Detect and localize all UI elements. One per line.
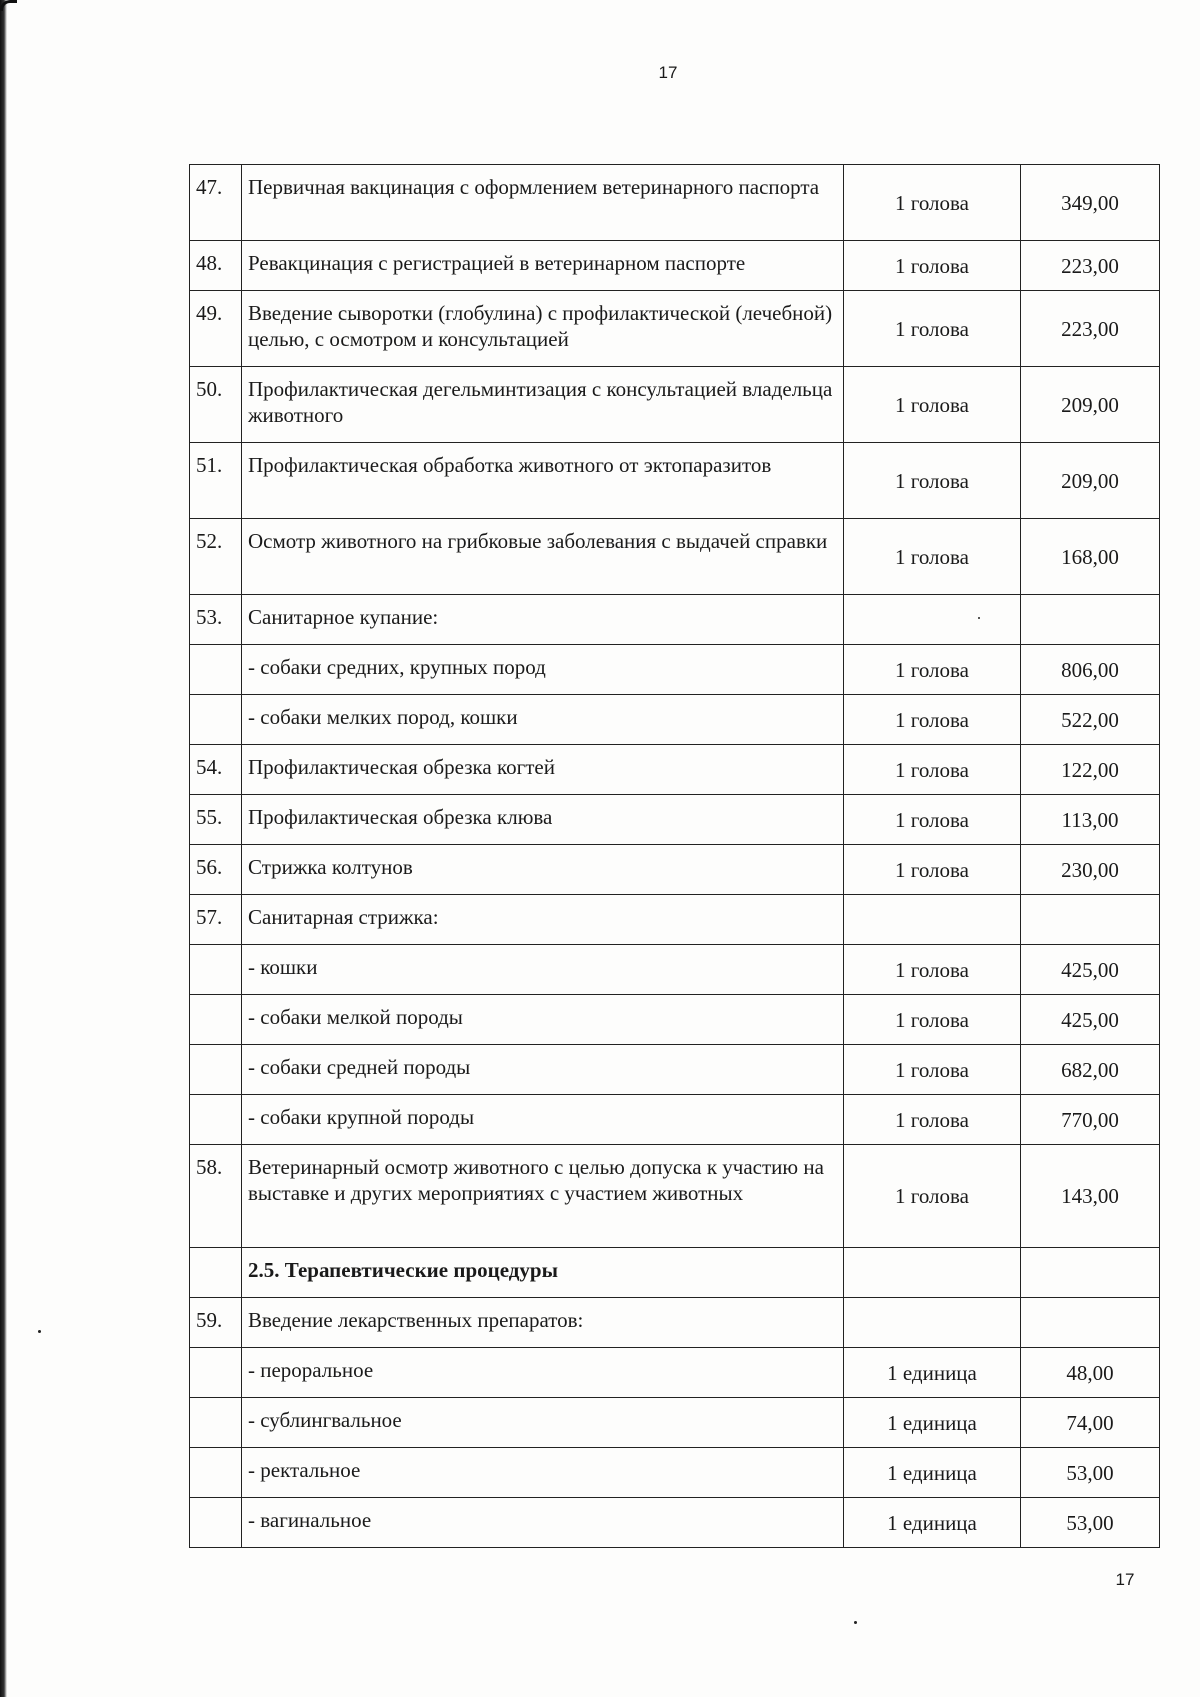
table-row xyxy=(190,1045,1160,1095)
row-number xyxy=(190,995,242,1045)
row-price: 168,00 xyxy=(1021,519,1160,595)
row-service-name: - собаки средних, крупных пород xyxy=(242,645,844,695)
row-service-name: Введение лекарственных препаратов: xyxy=(242,1298,844,1348)
row-unit: 1 голова xyxy=(844,367,1021,443)
row-price: 223,00 xyxy=(1021,291,1160,367)
table-row xyxy=(190,595,1160,645)
row-price: 806,00 xyxy=(1021,645,1160,695)
row-unit xyxy=(844,895,1021,945)
table-row xyxy=(190,241,1160,291)
row-number xyxy=(190,1045,242,1095)
row-unit: 1 единица xyxy=(844,1448,1021,1498)
page-number-bottom: 17 xyxy=(1115,1570,1135,1589)
page-number-top: 17 xyxy=(658,63,678,82)
scan-speck xyxy=(854,1621,857,1624)
table-row xyxy=(190,1298,1160,1348)
row-service-name: - пероральное xyxy=(242,1348,844,1398)
row-unit: 1 голова xyxy=(844,1095,1021,1145)
table-row xyxy=(190,443,1160,519)
row-price xyxy=(1021,1298,1160,1348)
row-unit: 1 голова xyxy=(844,1045,1021,1095)
row-number: 55. xyxy=(190,795,242,845)
table-row xyxy=(190,367,1160,443)
table-row xyxy=(190,845,1160,895)
row-service-name: - собаки мелких пород, кошки xyxy=(242,695,844,745)
row-service-name: Ветеринарный осмотр животного с целью допуска к участию на выставке и других мероприятиях с участием животных xyxy=(242,1145,844,1248)
row-number xyxy=(190,945,242,995)
row-number: 58. xyxy=(190,1145,242,1248)
table-row xyxy=(190,1348,1160,1398)
row-unit xyxy=(844,1298,1021,1348)
row-price xyxy=(1021,1248,1160,1298)
row-service-name: Профилактическая обрезка когтей xyxy=(242,745,844,795)
row-service-name: Введение сыворотки (глобулина) с профилактической (лечебной) целью, с осмотром и консультацией xyxy=(242,291,844,367)
table-row xyxy=(190,1145,1160,1248)
row-service-name: 2.5. Терапевтические процедуры xyxy=(242,1248,844,1298)
row-service-name: - собаки мелкой породы xyxy=(242,995,844,1045)
table-row xyxy=(190,1248,1160,1298)
row-price: 425,00 xyxy=(1021,995,1160,1045)
row-price: 230,00 xyxy=(1021,845,1160,895)
table-row xyxy=(190,1095,1160,1145)
row-unit xyxy=(844,1248,1021,1298)
row-number xyxy=(190,1448,242,1498)
scan-corner xyxy=(0,0,17,11)
scan-speck xyxy=(38,1330,41,1333)
row-unit: 1 голова xyxy=(844,745,1021,795)
row-number xyxy=(190,1348,242,1398)
table-row xyxy=(190,1498,1160,1548)
row-price: 53,00 xyxy=(1021,1498,1160,1548)
table-row xyxy=(190,291,1160,367)
row-unit: 1 голова xyxy=(844,1145,1021,1248)
row-service-name: - сублингвальное xyxy=(242,1398,844,1448)
row-number: 57. xyxy=(190,895,242,945)
row-unit: 1 единица xyxy=(844,1498,1021,1548)
table-row xyxy=(190,1448,1160,1498)
row-unit: 1 голова xyxy=(844,645,1021,695)
row-number: 56. xyxy=(190,845,242,895)
row-service-name: Профилактическая дегельминтизация с консультацией владельца животного xyxy=(242,367,844,443)
row-unit: 1 голова xyxy=(844,945,1021,995)
row-service-name: - ректальное xyxy=(242,1448,844,1498)
row-number: 53. xyxy=(190,595,242,645)
row-unit: 1 голова xyxy=(844,795,1021,845)
scan-edge xyxy=(0,0,7,1697)
row-unit: 1 голова xyxy=(844,241,1021,291)
table-row xyxy=(190,795,1160,845)
row-service-name: Профилактическая обрезка клюва xyxy=(242,795,844,845)
row-number: 50. xyxy=(190,367,242,443)
row-price: 113,00 xyxy=(1021,795,1160,845)
table-row xyxy=(190,519,1160,595)
row-number: 54. xyxy=(190,745,242,795)
row-service-name: Санитарная стрижка: xyxy=(242,895,844,945)
row-unit: 1 голова xyxy=(844,845,1021,895)
table-row xyxy=(190,745,1160,795)
row-number: 47. xyxy=(190,165,242,241)
table-row xyxy=(190,645,1160,695)
row-service-name: - собаки средней породы xyxy=(242,1045,844,1095)
table-row xyxy=(190,895,1160,945)
row-number xyxy=(190,645,242,695)
row-number: 48. xyxy=(190,241,242,291)
row-unit: 1 голова xyxy=(844,443,1021,519)
price-table xyxy=(189,164,1160,1548)
row-price: 349,00 xyxy=(1021,165,1160,241)
row-number: 51. xyxy=(190,443,242,519)
table-row xyxy=(190,1398,1160,1448)
row-number xyxy=(190,695,242,745)
table-row xyxy=(190,945,1160,995)
price-table-body xyxy=(190,165,1160,1548)
row-price: 122,00 xyxy=(1021,745,1160,795)
row-price xyxy=(1021,895,1160,945)
row-service-name: - кошки xyxy=(242,945,844,995)
row-price: 425,00 xyxy=(1021,945,1160,995)
table-row xyxy=(190,165,1160,241)
row-price: 209,00 xyxy=(1021,443,1160,519)
row-price: 209,00 xyxy=(1021,367,1160,443)
row-service-name: - собаки крупной породы xyxy=(242,1095,844,1145)
row-unit: 1 голова xyxy=(844,291,1021,367)
row-number xyxy=(190,1398,242,1448)
row-number: 49. xyxy=(190,291,242,367)
row-service-name: Первичная вакцинация с оформлением ветеринарного паспорта xyxy=(242,165,844,241)
row-unit: 1 голова xyxy=(844,519,1021,595)
table-row xyxy=(190,695,1160,745)
row-service-name: Ревакцинация с регистрацией в ветеринарном паспорте xyxy=(242,241,844,291)
row-service-name: - вагинальное xyxy=(242,1498,844,1548)
row-price: 53,00 xyxy=(1021,1448,1160,1498)
row-number: 59. xyxy=(190,1298,242,1348)
table-row xyxy=(190,995,1160,1045)
row-number xyxy=(190,1248,242,1298)
row-price: 48,00 xyxy=(1021,1348,1160,1398)
row-unit: 1 голова xyxy=(844,995,1021,1045)
row-unit: 1 единица xyxy=(844,1398,1021,1448)
row-price: 223,00 xyxy=(1021,241,1160,291)
row-unit: 1 голова xyxy=(844,695,1021,745)
row-price: 522,00 xyxy=(1021,695,1160,745)
row-number xyxy=(190,1095,242,1145)
row-service-name: Профилактическая обработка животного от эктопаразитов xyxy=(242,443,844,519)
row-number xyxy=(190,1498,242,1548)
row-unit: 1 единица xyxy=(844,1348,1021,1398)
row-service-name: Осмотр животного на грибковые заболевания с выдачей справки xyxy=(242,519,844,595)
row-unit xyxy=(844,595,1021,645)
row-price: 682,00 xyxy=(1021,1045,1160,1095)
row-unit: 1 голова xyxy=(844,165,1021,241)
row-price: 74,00 xyxy=(1021,1398,1160,1448)
row-number: 52. xyxy=(190,519,242,595)
row-price xyxy=(1021,595,1160,645)
row-service-name: Санитарное купание: xyxy=(242,595,844,645)
row-service-name: Стрижка колтунов xyxy=(242,845,844,895)
scan-speck xyxy=(978,617,980,619)
row-price: 770,00 xyxy=(1021,1095,1160,1145)
row-price: 143,00 xyxy=(1021,1145,1160,1248)
